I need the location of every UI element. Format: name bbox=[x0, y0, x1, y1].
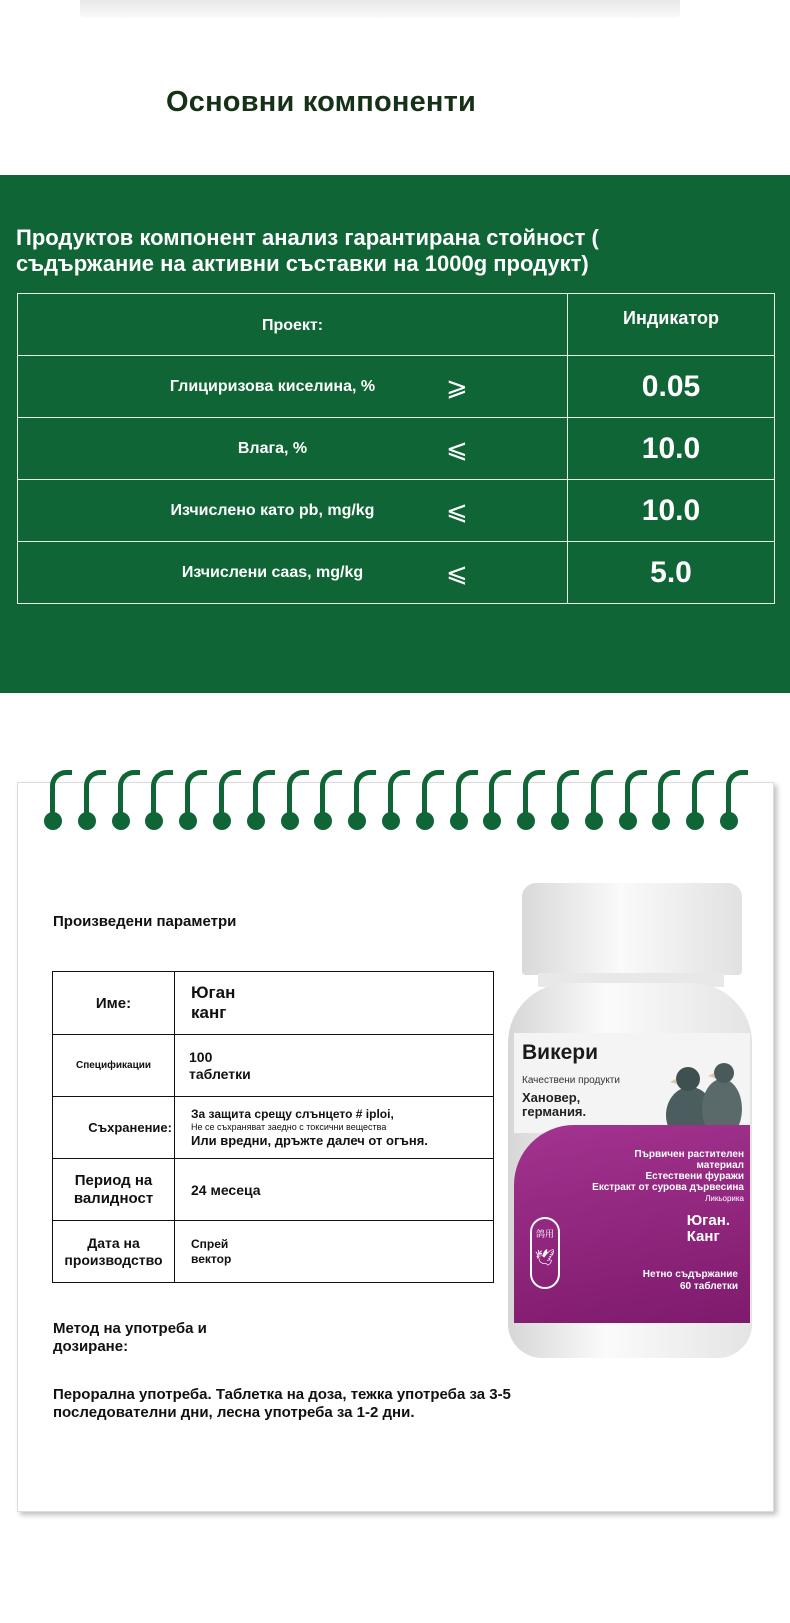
row-value: 0.05 bbox=[568, 356, 775, 418]
table-row bbox=[53, 972, 494, 1035]
row-label: Изчислени caas, mg/kg bbox=[181, 563, 364, 581]
header-project: Проект: bbox=[18, 294, 568, 356]
table-row bbox=[18, 418, 775, 480]
bottle-net-content: Нетно съдържание 60 таблетки bbox=[642, 1269, 738, 1292]
product-params-table bbox=[52, 971, 494, 1283]
spiral-ring bbox=[344, 770, 378, 832]
bottle-origin: Хановер, германия. bbox=[522, 1090, 587, 1119]
table-row bbox=[53, 1221, 494, 1283]
table-row bbox=[53, 1035, 494, 1097]
spiral-ring bbox=[446, 770, 480, 832]
spec-value: 100 таблетки bbox=[175, 1035, 494, 1097]
spiral-ring bbox=[378, 770, 412, 832]
row-value: 10.0 bbox=[568, 480, 775, 542]
comparison-symbol: ⩾ bbox=[446, 371, 468, 401]
row-label: Влага, % bbox=[237, 439, 308, 457]
validity-label: Период на валидност bbox=[53, 1159, 175, 1221]
main-heading: Основни компоненти bbox=[166, 86, 477, 118]
spiral-ring bbox=[412, 770, 446, 832]
header-indicator: Индикатор bbox=[568, 294, 775, 356]
spiral-ring bbox=[209, 770, 243, 832]
spiral-ring bbox=[716, 770, 750, 832]
method-text: Перорална употреба. Таблетка на доза, тежка употреба за 3-5 последователни дни, лесна употреба за 1-2 дни. bbox=[53, 1386, 511, 1421]
table-header-row bbox=[18, 294, 775, 356]
name-label: Име: bbox=[53, 972, 175, 1035]
bottle-product-name: Юган. Канг bbox=[686, 1212, 730, 1245]
spiral-ring bbox=[243, 770, 277, 832]
storage-value: За защита срещу слънцето # iploi, Не се съхраняват заедно с токсични вещества Или вредни, дръжте далеч от огъня. bbox=[175, 1097, 494, 1159]
row-label: Изчислено като pb, mg/kg bbox=[170, 501, 375, 519]
bottle-brand: Викери bbox=[522, 1041, 599, 1064]
analysis-section bbox=[0, 175, 790, 693]
table-row bbox=[18, 480, 775, 542]
analysis-title: Продуктов компонент анализ гарантирана стойност ( съдържание на активни съставки на 1000g продукт) bbox=[16, 225, 599, 276]
analysis-table bbox=[17, 293, 775, 604]
table-row bbox=[18, 356, 775, 418]
spec-label: Спецификации bbox=[53, 1035, 175, 1097]
bottle-label bbox=[514, 1033, 750, 1323]
spiral-ring bbox=[682, 770, 716, 832]
validity-value: 24 месеца bbox=[175, 1159, 494, 1221]
bottle-ingredients: Първичен растителен материал Естествени фуражи Екстракт от сурова дървесина Ликьорика bbox=[592, 1149, 744, 1203]
comparison-symbol: ⩽ bbox=[446, 495, 468, 525]
bottle-quality: Качествени продукти bbox=[522, 1075, 620, 1086]
row-value: 10.0 bbox=[568, 418, 775, 480]
spiral-ring bbox=[277, 770, 311, 832]
product-params-heading: Произведени параметри bbox=[53, 913, 237, 930]
top-image-strip bbox=[80, 0, 680, 18]
row-label: Глициризова киселина, % bbox=[169, 377, 376, 395]
spiral-ring bbox=[74, 770, 108, 832]
bottle-badge: 鸽用 🕊 bbox=[530, 1217, 560, 1289]
row-value: 5.0 bbox=[568, 542, 775, 604]
spiral-ring bbox=[581, 770, 615, 832]
comparison-symbol: ⩽ bbox=[446, 557, 468, 587]
spiral-ring bbox=[648, 770, 682, 832]
spiral-ring bbox=[175, 770, 209, 832]
spiral-ring bbox=[40, 770, 74, 832]
table-row bbox=[18, 542, 775, 604]
storage-label: Съхранение: bbox=[53, 1097, 175, 1159]
production-date-value: Спрей вектор bbox=[175, 1221, 494, 1283]
spiral-ring bbox=[479, 770, 513, 832]
spiral-ring bbox=[108, 770, 142, 832]
spiral-ring bbox=[547, 770, 581, 832]
product-bottle-image bbox=[508, 883, 752, 1358]
bottle-cap bbox=[522, 883, 742, 975]
method-heading: Метод на употреба и дозиране: bbox=[53, 1320, 207, 1355]
spiral-ring bbox=[141, 770, 175, 832]
comparison-symbol: ⩽ bbox=[446, 433, 468, 463]
table-row bbox=[53, 1097, 494, 1159]
spiral-ring bbox=[310, 770, 344, 832]
production-date-label: Дата на производство bbox=[53, 1221, 175, 1283]
spiral-ring bbox=[513, 770, 547, 832]
spiral-binding bbox=[40, 770, 760, 832]
spiral-ring bbox=[615, 770, 649, 832]
table-row bbox=[53, 1159, 494, 1221]
name-value: Юган канг bbox=[175, 972, 494, 1035]
